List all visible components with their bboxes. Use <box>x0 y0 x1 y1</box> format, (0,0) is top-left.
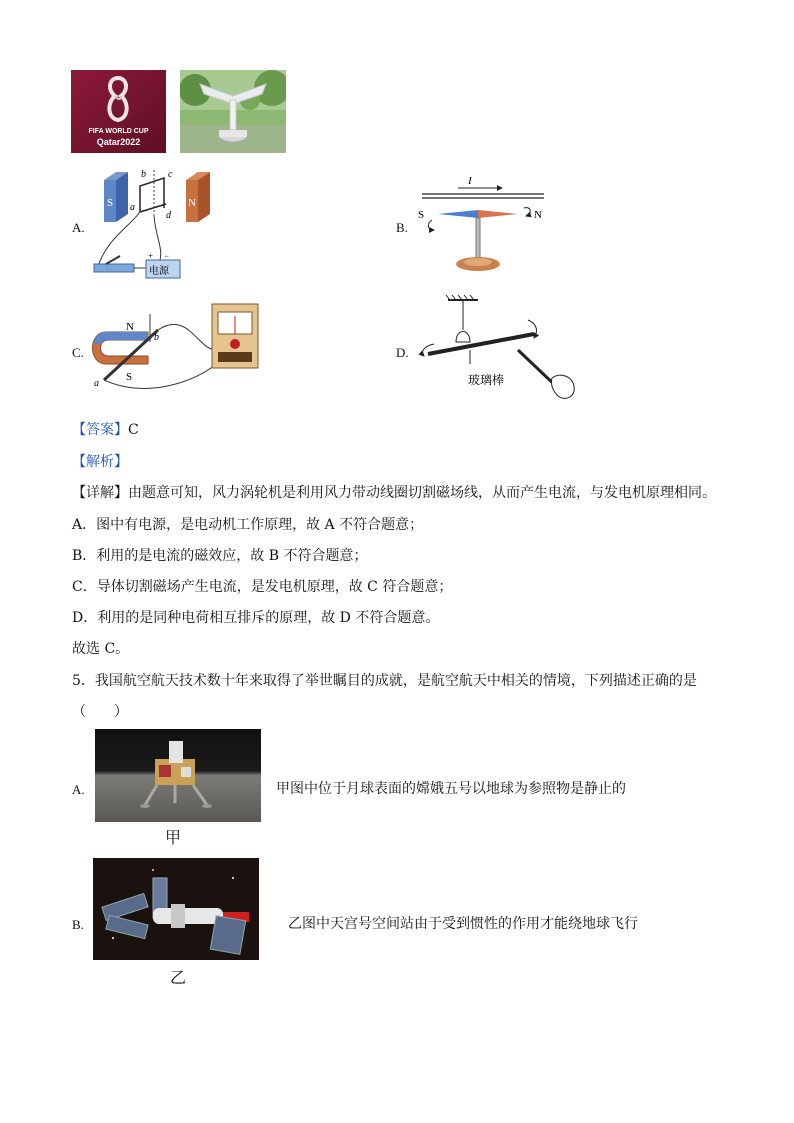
detail-line <box>72 483 716 503</box>
fig-a-power-label: 电源 <box>149 266 169 277</box>
figure-c-generator-diagram <box>88 300 268 392</box>
figure-b-compass-diagram <box>410 172 550 278</box>
space-station-photo <box>93 858 259 960</box>
option-b-label: B. <box>396 220 408 235</box>
fig-b-pole-n: N <box>534 209 542 221</box>
fig-b-pole-s: S <box>418 209 425 221</box>
explanation-a: A．图中有电源，是电动机工作原理，故 A 不符合题意； <box>72 517 424 533</box>
worldcup-logo-image <box>71 70 166 153</box>
explanation-c: C．导体切割磁场产生电流，是发电机原理，故 C 符合题意； <box>72 579 453 595</box>
worldcup-logo-line2: Qatar2022 <box>96 137 141 147</box>
fig-a-pole-s: S <box>107 197 114 209</box>
wind-turbine-photo <box>180 70 286 153</box>
figure-d-glass-rod-diagram <box>410 292 590 404</box>
fig-c-mark-b: b <box>154 332 159 343</box>
fig-a-mark-a: a <box>130 202 135 213</box>
fig-a-plus: + <box>148 251 154 261</box>
explanation-b: B．利用的是电流的磁效应，故 B 不符合题意； <box>72 548 368 564</box>
option-d-label: D. <box>396 345 409 360</box>
q5-option-b-label: B. <box>72 917 84 932</box>
detail-tag: 【详解】 <box>72 485 128 501</box>
detail-text: 由题意可知，风力涡轮机是利用风力带动线圈切割磁场线，从而产生电流，与发电机原理相同。 <box>128 485 716 501</box>
fig-a-minus: − <box>164 251 170 261</box>
answer-value: C <box>128 422 139 438</box>
fig-d-rod-label: 玻璃棒 <box>468 373 505 387</box>
fig-a-pole-n: N <box>188 197 196 209</box>
moon-lander-photo <box>95 729 261 822</box>
analysis-tag: 【解析】 <box>72 454 128 470</box>
q5-option-a-text: 甲图中位于月球表面的嫦娥五号以地球为参照物是静止的 <box>276 781 626 797</box>
fig-a-mark-b: b <box>141 169 146 180</box>
q5-option-b-caption: 乙 <box>170 968 187 987</box>
fig-c-mark-a: a <box>94 378 99 389</box>
answer-tag: 【答案】 <box>72 422 128 438</box>
explanation-d: D．利用的是同种电荷相互排斥的原理，故 D 不符合题意。 <box>72 610 440 626</box>
question5-stem: 5．我国航空航天技术数十年来取得了举世瞩目的成就，是航空航天中相关的情境，下列描述正确的是 <box>72 673 697 689</box>
answer-line <box>72 420 139 440</box>
analysis-heading <box>72 452 128 472</box>
q5-option-b-text: 乙图中天宫号空间站由于受到惯性的作用才能绕地球飞行 <box>288 916 638 932</box>
q5-option-a-label: A. <box>72 782 85 797</box>
fig-a-mark-d: d <box>166 210 171 221</box>
fig-a-mark-c: c <box>168 169 173 180</box>
fig-c-pole-s: S <box>126 371 133 383</box>
fig-c-pole-n: N <box>126 321 134 333</box>
worldcup-logo-line1: FIFA WORLD CUP <box>88 128 149 135</box>
option-c-label: C. <box>72 345 84 360</box>
option-a-label: A. <box>72 220 85 235</box>
question5-paren: （ ） <box>72 704 128 720</box>
q5-option-a-caption: 甲 <box>165 828 182 847</box>
conclusion: 故选 C。 <box>72 641 130 657</box>
figure-a-motor-diagram <box>88 168 228 283</box>
fig-b-current: I <box>468 175 472 187</box>
